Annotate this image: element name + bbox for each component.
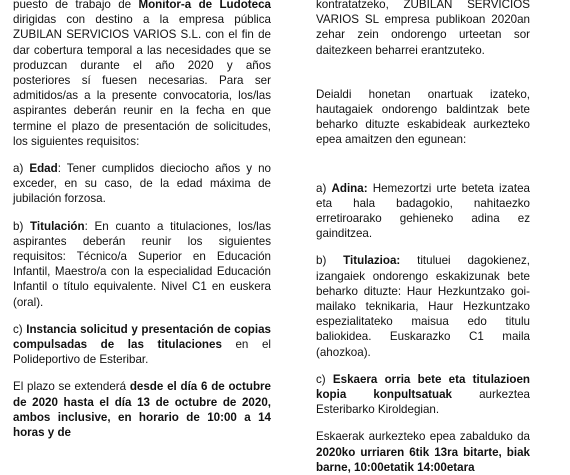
- intro-paragraph-eu: kontratatzeko, ZUBILAN SERVICIOS VARIOS SL empresa publikoan 2020an zehar zein ondorengo urteetan sor daitezkeen beharrei erantzuteko.: [316, 0, 530, 57]
- item-marker: a): [13, 162, 30, 176]
- requirement-c: [13, 322, 271, 368]
- requirement-a-eu: [316, 181, 530, 242]
- job-title: Monitor-a de Ludoteca: [138, 0, 271, 11]
- requirement-heading: Titulazioa:: [343, 254, 401, 268]
- item-marker: b): [13, 219, 31, 233]
- requirement-heading: Adina:: [331, 181, 368, 195]
- requirement-text: : Tener cumplidos dieciocho años y no exceder, en su caso, de la edad máxima de jubilación forzosa.: [13, 162, 271, 206]
- requirement-heading: Edad: [29, 162, 58, 176]
- requirement-text: tituluei dagokienez, izangaiek ondorengo eskakizunak bete beharko dituzte: Haur Hezkuntzako goi-mailako teknikaria, Haur Hezkuntzako espezialitateko maisua edo titulu baliokidea. Euskarazko C1 maila (ahozkoa).: [316, 254, 531, 359]
- requirement-heading: Instancia solicitud y presentación de copias compulsadas de las titulaciones: [13, 322, 271, 352]
- deadline-text: Eskaerak aurkezteko epea zabalduko da: [316, 430, 530, 444]
- deadline-paragraph: [13, 379, 271, 440]
- intro-text-cont: dirigidas con destino a la empresa pública ZUBILAN SERVICIOS VARIOS S.L. con el fin de dar cobertura temporal a las necesidades que se produzcan durante el año 2020 y años posteriores sí fuesen necesarias. Para ser admitidos/as a la presente convocatoria, los/las aspirantes deberán reunir en la fecha en que termine el plazo de presentación de solicitudes, los siguientes requisitos:: [13, 13, 271, 148]
- requirement-text: : En cuanto a titulaciones, los/las aspirantes deberán reunir los siguientes requisitos: Técnico/a Superior en Educación Infantil, Maestro/a con la especialidad Educación Infantil o título equivalente. Nivel C1 en euskera (oral).: [13, 219, 271, 309]
- item-marker: a): [316, 181, 332, 195]
- requirement-text: aurkeztea Esteribarko Kiroldegian.: [316, 388, 531, 417]
- deadline-text: El plazo se extenderá: [13, 380, 130, 394]
- requirement-b-eu: [316, 253, 530, 359]
- requirement-c-eu: [316, 372, 530, 418]
- item-marker: b): [316, 254, 344, 268]
- requirements-intro-eu: Deialdi honetan onartuak izateko, hautagaiek ondorengo baldintzak bete beharko dituzte eskabideak aurkezteko epea amaitzen den egunean:: [316, 87, 530, 147]
- intro-paragraph: [13, 0, 271, 149]
- requirement-text: Hemezortzi urte beteta izatea eta hala badagokio, nahitaezko erretiroarako gehieneko adina ez gainditzea.: [316, 181, 530, 241]
- deadline-paragraph-eu: [316, 429, 530, 475]
- requirement-text: en el Polideportivo de Esteribar.: [13, 338, 271, 367]
- deadline-dates: 2020ko urriaren 6tik 13ra bitarte, biak barne, 10:00etatik 14:00etara: [316, 445, 530, 474]
- requirement-b: [13, 219, 271, 310]
- right-column-basque: [316, 0, 530, 475]
- item-marker: c): [316, 372, 333, 386]
- item-marker: c): [13, 322, 27, 336]
- intro-text: puesto de trabajo de: [13, 0, 139, 11]
- deadline-dates: desde el día 6 de octubre de 2020 hasta el día 13 de octubre de 2020, ambos inclusive, en horario de 10:00 a 14 horas y de: [13, 380, 271, 440]
- requirement-heading: Titulación: [30, 219, 85, 233]
- requirement-a: [13, 161, 271, 207]
- left-column-spanish: [13, 0, 271, 440]
- requirement-heading: Eskaera orria bete eta titulazioen kopia konpultsatuak: [316, 372, 530, 402]
